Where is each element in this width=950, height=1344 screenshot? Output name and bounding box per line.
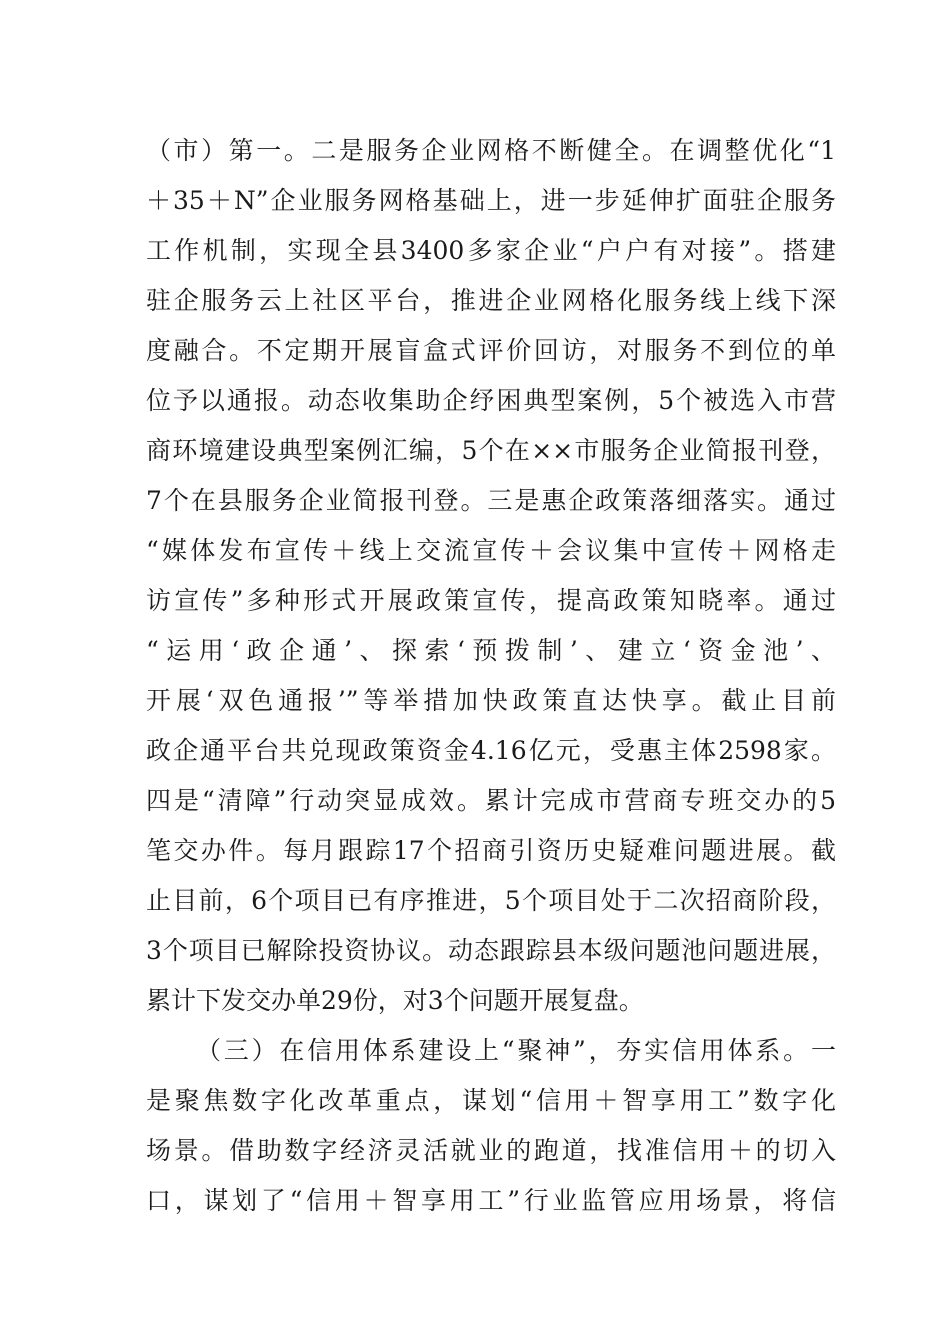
text-line: （市）第一。二是服务企业网格不断健全。在调整优化“1	[146, 136, 836, 165]
text-line: “媒体发布宣传＋线上交流宣传＋会议集中宣传＋网格走	[146, 536, 836, 565]
text-line: 累计下发交办单29份，对3个问题开展复盘。	[146, 986, 644, 1015]
text-line: 工作机制，实现全县3400多家企业“户户有对接”。搭建	[146, 236, 836, 265]
section-heading-line: （三）在信用体系建设上“聚神”，夯实信用体系。一	[196, 1036, 836, 1065]
text-line: 度融合。不定期开展盲盒式评价回访，对服务不到位的单	[146, 336, 836, 365]
text-line: 7个在县服务企业简报刊登。三是惠企政策落细落实。通过	[146, 486, 836, 515]
text-line: 是聚焦数字化改革重点，谋划“信用＋智享用工”数字化	[146, 1086, 836, 1115]
text-line: 开展‘双色通报’”等举措加快政策直达快享。截止目前	[146, 686, 836, 715]
text-line: 驻企服务云上社区平台，推进企业网格化服务线上线下深	[146, 286, 836, 315]
text-line: 3个项目已解除投资协议。动态跟踪县本级问题池问题进展，	[146, 936, 836, 965]
text-line: “运用‘政企通’、探索‘预拨制’、建立‘资金池’、	[146, 636, 836, 665]
text-line: 笔交办件。每月跟踪17个招商引资历史疑难问题进展。截	[146, 836, 836, 865]
text-line: 访宣传”多种形式开展政策宣传，提高政策知晓率。通过	[146, 586, 836, 615]
text-line: ＋35＋N”企业服务网格基础上，进一步延伸扩面驻企服务	[146, 186, 836, 215]
text-line: 政企通平台共兑现政策资金4.16亿元，受惠主体2598家。	[146, 736, 836, 765]
text-line: 场景。借助数字经济灵活就业的跑道，找准信用＋的切入	[146, 1136, 836, 1165]
body-text	[146, 126, 836, 1226]
text-line: 口，谋划了“信用＋智享用工”行业监管应用场景，将信	[146, 1186, 836, 1215]
text-line: 四是“清障”行动突显成效。累计完成市营商专班交办的5	[146, 786, 836, 815]
text-line: 止目前，6个项目已有序推进，5个项目处于二次招商阶段，	[146, 886, 836, 915]
text-line: 位予以通报。动态收集助企纾困典型案例，5个被选入市营	[146, 386, 836, 415]
text-line: 商环境建设典型案例汇编，5个在××市服务企业简报刊登，	[146, 436, 836, 465]
